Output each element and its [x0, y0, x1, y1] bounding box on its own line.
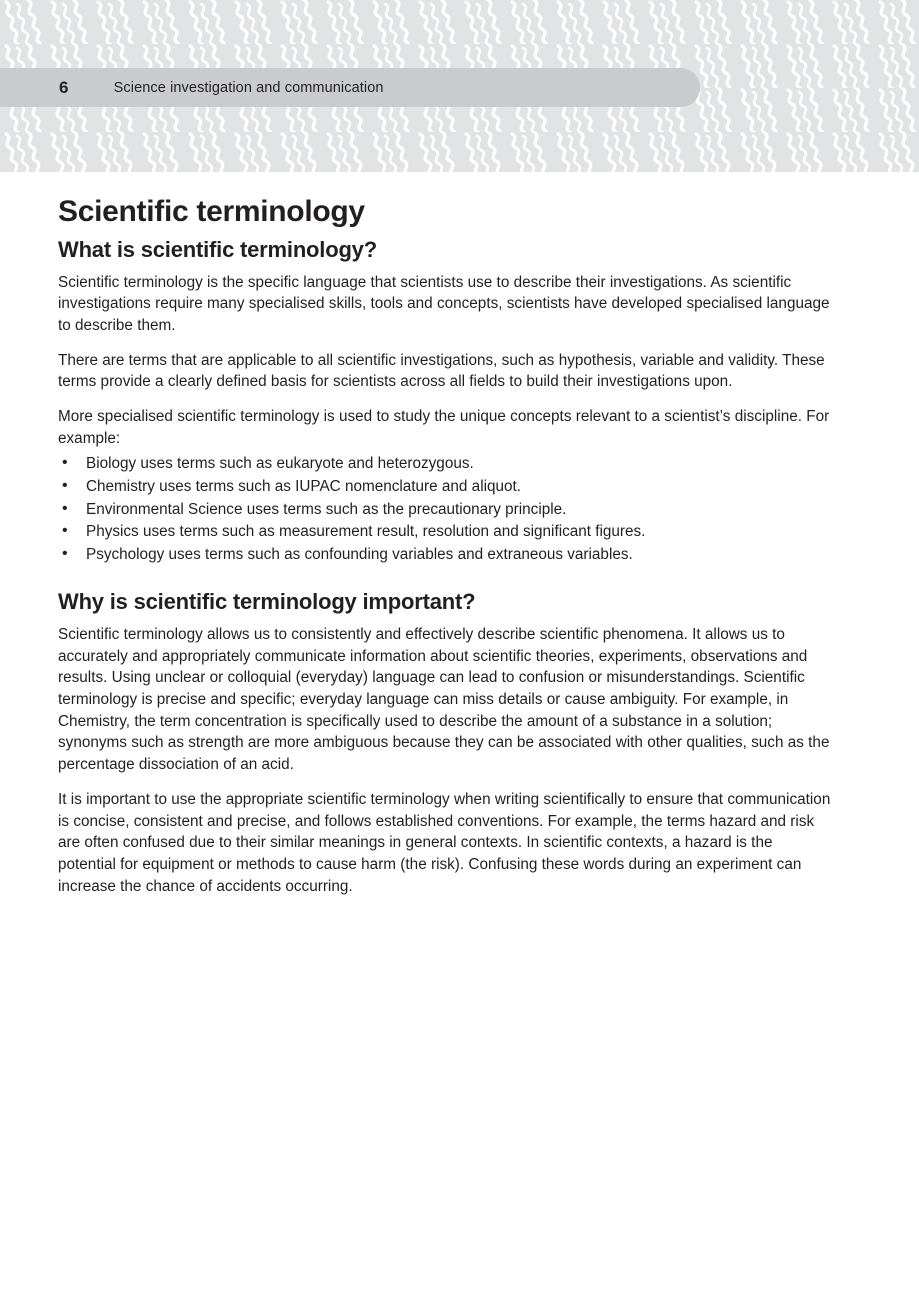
paragraph: There are terms that are applicable to all scientific investigations, such as hypothesis, variable and validity. These terms provide a clearly defined basis for scientists across all fields to build their investigations upon.	[58, 351, 825, 391]
running-head-title: Science investigation and communication	[113, 79, 384, 96]
paragraph: Scientific terminology allows us to consistently and effectively describe scientific phenomena. It allows us to accurately and appropriately communicate information about scientific theories, experiments, observations and results. Using unclear or colloquial (everyday) language can lead to confusion or misunderstandings. Scientific terminology is precise and specific; everyday language can miss details or cause ambiguity. For example, in Chemistry, the term concentration is specifically used to describe the amount of a substance in a solution; synonyms such as strength are more ambiguous because they can be associated with other qualities, such as the percentage dissociation of an acid.	[58, 625, 830, 774]
list-item: • Environmental Science uses terms such as the precautionary principle.	[58, 499, 833, 522]
section-heading-what-is: What is scientific terminology?	[58, 237, 377, 262]
list-item: • Chemistry uses terms such as IUPAC nomenclature and aliquot.	[58, 476, 833, 499]
page-content	[0, 172, 919, 910]
running-head-bar	[0, 68, 700, 107]
list-item: • Psychology uses terms such as confounding variables and extraneous variables.	[58, 544, 833, 567]
section-heading-why-important: Why is scientific terminology important?	[58, 589, 476, 615]
page-header-band	[0, 0, 919, 172]
list-item: • Biology uses terms such as eukaryote and heterozygous.	[58, 453, 833, 476]
paragraph: It is important to use the appropriate scientific terminology when writing scientifically to ensure that communication is concise, consistent and precise, and follows established conventions. For example, the terms hazard and risk are often confused due to their similar meanings in general contexts. In scientific contexts, a hazard is the potential for equipment or methods to cause harm (the risk). Confusing these words during an experiment can increase the chance of accidents occurring.	[58, 790, 831, 895]
page-number: 6	[59, 77, 69, 97]
list-item: • Physics uses terms such as measurement result, resolution and significant figures.	[58, 521, 833, 544]
page-title: Scientific terminology	[58, 195, 365, 228]
discipline-bullet-list	[58, 453, 833, 566]
paragraph: Scientific terminology is the specific language that scientists use to describe their investigations. As scientific investigations require many specialised skills, tools and concepts, scientists have developed specialised language to describe them.	[58, 273, 830, 334]
paragraph: More specialised scientific terminology is used to study the unique concepts relevant to a scientist’s discipline. For example:	[58, 408, 830, 447]
